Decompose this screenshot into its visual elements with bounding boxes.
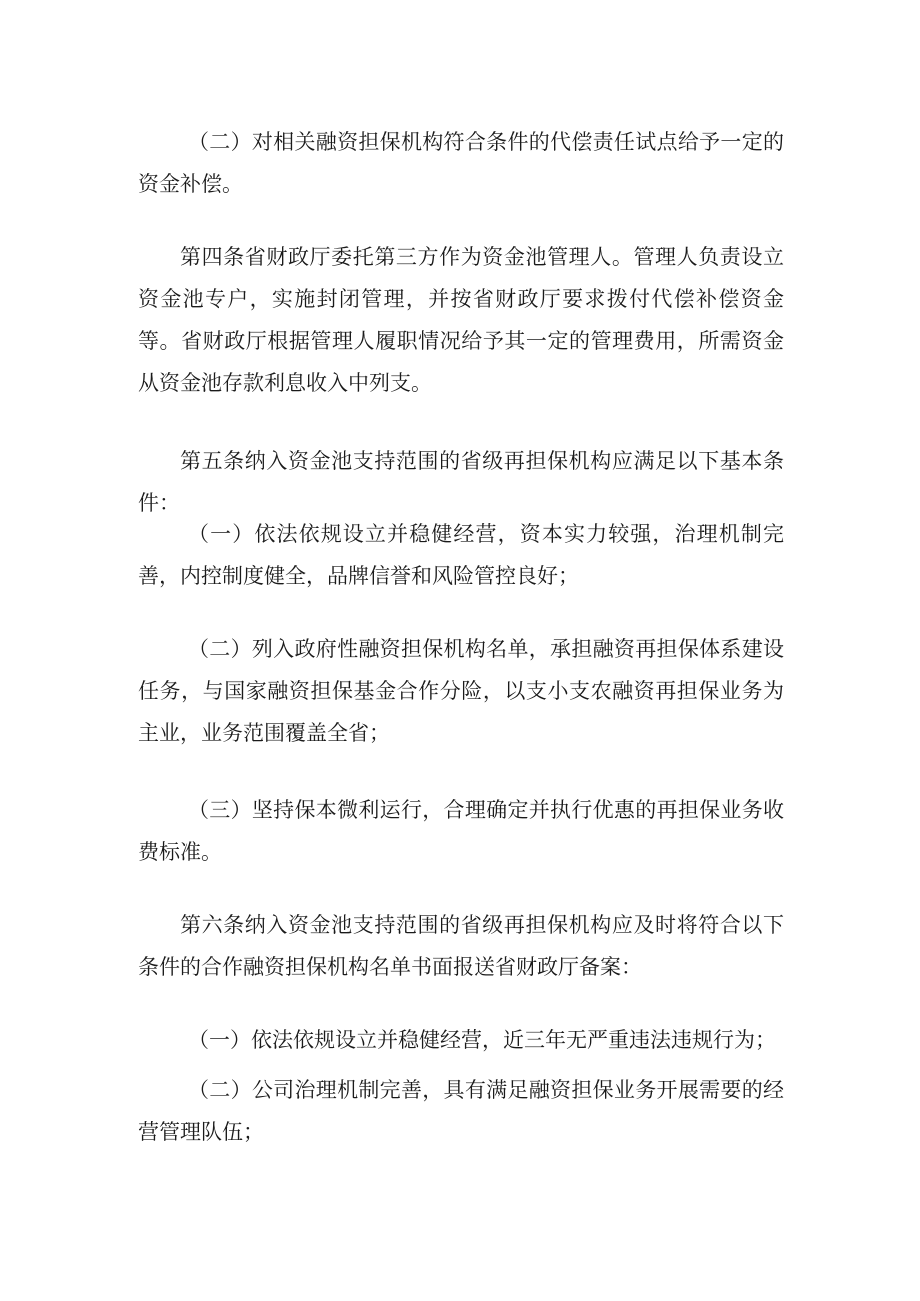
paragraph-article-5-item-3: （三）坚持保本微利运行，合理确定并执行优惠的再担保业务收费标准。 bbox=[138, 798, 784, 864]
paragraph-article-6: 第六条纳入资金池支持范围的省级再担保机构应及时将符合以下条件的合作融资担保机构名单书面报送省财政厅备案： bbox=[138, 913, 784, 979]
paragraph-article-5-item-1: （一）依法依规设立并稳健经营，资本实力较强，治理机制完善，内控制度健全，品牌信誉和风险管控良好； bbox=[138, 522, 784, 588]
paragraph-1: （二）对相关融资担保机构符合条件的代偿责任试点给予一定的资金补偿。 bbox=[138, 130, 784, 196]
paragraph-article-4: 第四条省财政厅委托第三方作为资金池管理人。管理人负责设立资金池专户，实施封闭管理，并按省财政厅要求拨付代偿补偿资金等。省财政厅根据管理人履职情况给予其一定的管理费用，所需资金从资金池存款利息收入中列支。 bbox=[138, 245, 784, 395]
paragraph-article-6-item-1: （一）依法依规设立并稳健经营，近三年无严重违法违规行为； bbox=[188, 1028, 776, 1052]
paragraph-article-6-item-2: （二）公司治理机制完善，具有满足融资担保业务开展需要的经营管理队伍； bbox=[138, 1078, 784, 1144]
paragraph-article-5: 第五条纳入资金池支持范围的省级再担保机构应满足以下基本条件： bbox=[138, 449, 784, 515]
paragraph-article-5-item-2: （二）列入政府性融资担保机构名单，承担融资再担保体系建设任务，与国家融资担保基金合作分险，以支小支农融资再担保业务为主业，业务范围覆盖全省； bbox=[138, 637, 784, 745]
